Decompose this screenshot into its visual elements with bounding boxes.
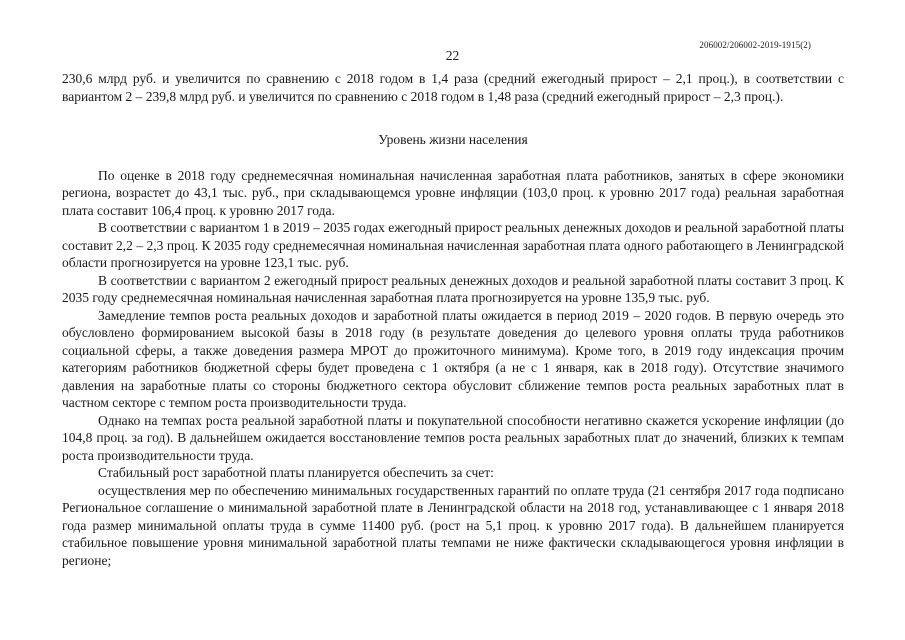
paragraph: Замедление темпов роста реальных доходов и заработной платы ожидается в период 2019 – 2020 годов. В первую очередь это обусловлено формированием высокой базы в 2018 году (в результате доведения до целевого уровня оплаты труда работников социальной сферы, а также доведения размера МРОТ до прожиточного минимума). Кроме того, в 2019 году индексация прочим категориям работников бюджетной сферы будет проведена с 1 октября (а не с 1 января, как в 2018 году). Отсутствие значимого давления на заработные платы со стороны бюджетного сектора обусловит сближение темпов роста реальных заработных плат в частном секторе с темпом роста производительности труда. — [62, 307, 844, 410]
paragraph: В соответствии с вариантом 1 в 2019 – 2035 годах ежегодный прирост реальных денежных доходов и реальной заработной платы составит 2,2 – 2,3 проц. К 2035 году среднемесячная номинальная начисленная заработная плата одного работающего в Ленинградской области прогнозируется на уровне 123,1 тыс. руб. — [62, 220, 845, 270]
section-title: Уровень жизни населения — [378, 132, 528, 147]
paragraph: Стабильный рост заработной платы планируется обеспечить за счет: — [98, 465, 494, 480]
document-code: 206002/206002-2019-1915(2) — [699, 40, 811, 50]
paragraph: осуществления мер по обеспечению минимальных государственных гарантий по оплате труда (21 сентября 2017 года подписано Региональное соглашение о минимальной заработной плате в Ленинградской области на 2018 год, устанавливающее с 1 января 2018 года размер минимальной оплаты труда в сумме 11400 руб. (рост на 5,1 проц. к уровню 2017 года). В дальнейшем планируется стабильное повышение уровня минимальной заработной платы темпами не ниже фактически складывающегося уровня инфляции в регионе; — [62, 482, 844, 568]
document-body — [62, 70, 844, 569]
paragraph: Однако на темпах роста реальной заработной платы и покупательной способности негативно скажется ускорение инфляции (до 104,8 проц. за год). В дальнейшем ожидается восстановление темпов роста реальных заработных плат до значений, близких к темпам роста производительности труда. — [62, 412, 844, 463]
paragraph: По оценке в 2018 году среднемесячная номинальная начисленная заработная плата работников, занятых в сфере экономики региона, возрастет до 43,1 тыс. руб., при складывающемся уровне инфляции (103,0 проц. к уровню 2017 года) реальная заработная плата составит 106,4 проц. к уровню 2017 года. — [62, 167, 844, 218]
page-number: 22 — [445, 48, 460, 63]
paragraph: В соответствии с вариантом 2 ежегодный прирост реальных денежных доходов и реальной заработной платы составит 3 проц. К 2035 году среднемесячная номинальная начисленная заработная плата прогнозируется на уровне 135,9 тыс. руб. — [62, 272, 844, 305]
continuation-paragraph: 230,6 млрд руб. и увеличится по сравнению с 2018 годом в 1,4 раза (средний ежегодный прирост – 2,1 проц.), в соответствии с вариантом 2 – 239,8 млрд руб. и увеличится по сравнению с 2018 годом в 1,48 раза (средний ежегодный прирост – 2,3 проц.). — [62, 71, 844, 104]
